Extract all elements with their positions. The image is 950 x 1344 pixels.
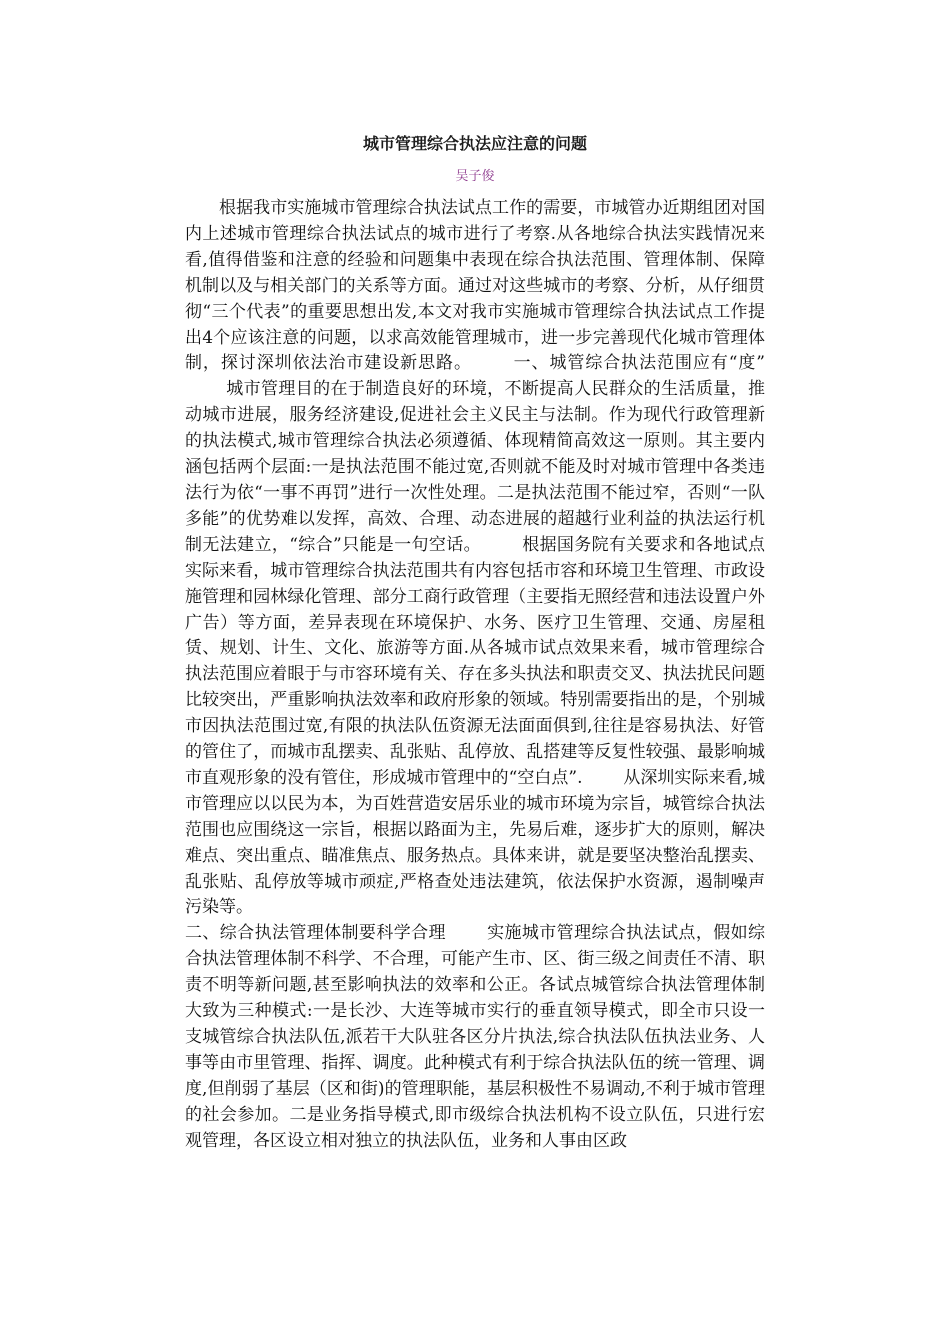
section-1-paragraph-1: 城市管理目的在于制造良好的环境，不断提高人民群众的生活质量，推动城市进展，服务经济建设,促进社会主义民主与法制。作为现代行政管理新的执法模式,城市管理综合执法必须遵循、体现精简高效这一原则。其主要内涵包括两个层面:一是执法范围不能过宽,否则就不能及时对城市管理中各类违法行为依“一事不再罚”进行一次性处理。二是执法范围不能过窄，否则“一队多能”的优势难以发挥，高效、合理、动态进展的超越行业利益的执法运行机制无法建立，“综合”只能是一句空话。 bbox=[185, 379, 765, 555]
section-1-paragraph-3: 从深圳实际来看,城市管理应以以民为本，为百姓营造安居乐业的城市环境为宗旨，城管综合执法范围也应围绕这一宗旨，根据以路面为主，先易后难，逐步扩大的原则，解决难点、突出重点、瞄准焦点、服务热点。具体来讲，就是要坚决整治乱摆卖、乱张贴、乱停放等城市顽症,严格查处违法建筑，依法保护水资源，遏制噪声污染等。 bbox=[185, 767, 765, 918]
section-heading-1: 一、城管综合执法范围应有“度” bbox=[512, 353, 765, 374]
intro-text: 根据我市实施城市管理综合执法试点工作的需要，市城管办近期组团对国内上述城市管理综合执法试点的城市进行了考察.从各地综合执法实践情况来看,值得借鉴和注意的经验和问题集中表现在综合执法范围、管理体制、保障机制以及与相关部门的关系等方面。通过对这些城市的考察、分析，从仔细贯彻“三个代表”的重要思想出发,本文对我市实施城市管理综合执法试点工作提出4个应该注意的问题，以求高效能管理城市，进一步完善现代化城市管理体制，探讨深圳依法治市建设新思路。 bbox=[185, 198, 765, 374]
document-body bbox=[185, 196, 765, 1155]
document-title: 城市管理综合执法应注意的问题 bbox=[362, 134, 587, 153]
section-1-paragraph-2: 根据国务院有关要求和各地试点实际来看，城市管理综合执法范围共有内容包括市容和环境卫生管理、市政设施管理和园林绿化管理、部分工商行政管理（主要指无照经营和违法设置户外广告）等方面，差异表现在环境保护、水务、医疗卫生管理、交通、房屋租赁、规划、计生、文化、旅游等方面.从各城市试点效果来看，城市管理综合执法范围应着眼于与市容环境有关、存在多头执法和职责交叉、执法扰民问题比较突出，严重影响执法效率和政府形象的领域。特别需要指出的是，个别城市因执法范围过宽,有限的执法队伍资源无法面面俱到,往往是容易执法、好管的管住了，而城市乱摆卖、乱张贴、乱停放、乱搭建等反复性较强、最影响城市直观形象的没有管住，形成城市管理中的“空白点”. bbox=[185, 534, 765, 788]
body-paragraph bbox=[185, 196, 765, 921]
section-2-paragraph-1: 实施城市管理综合执法试点，假如综合执法管理体制不科学、不合理，可能产生市、区、街三级之间责任不清、职责不明等新问题,甚至影响执法的效率和公正。各试点城管综合执法管理体制大致为三种模式:一是长沙、大连等城市实行的垂直领导模式，即全市只设一支城管综合执法队伍,派若干大队驻各区分片执法,综合执法队伍执法业务、人事等由市里管理、指挥、调度。此种模式有利于综合执法队伍的统一管理、调度,但削弱了基层（区和街)的管理职能，基层积极性不易调动,不利于城市管理的社会参加。二是业务指导模式,即市级综合执法机构不设立队伍，只进行宏观管理，各区设立相对独立的执法队伍，业务和人事由区政 bbox=[185, 923, 766, 1151]
section-heading-2: 二、综合执法管理体制要科学合理 bbox=[185, 923, 446, 944]
author-name: 吴子俊 bbox=[455, 169, 495, 184]
body-paragraph bbox=[185, 921, 765, 1154]
